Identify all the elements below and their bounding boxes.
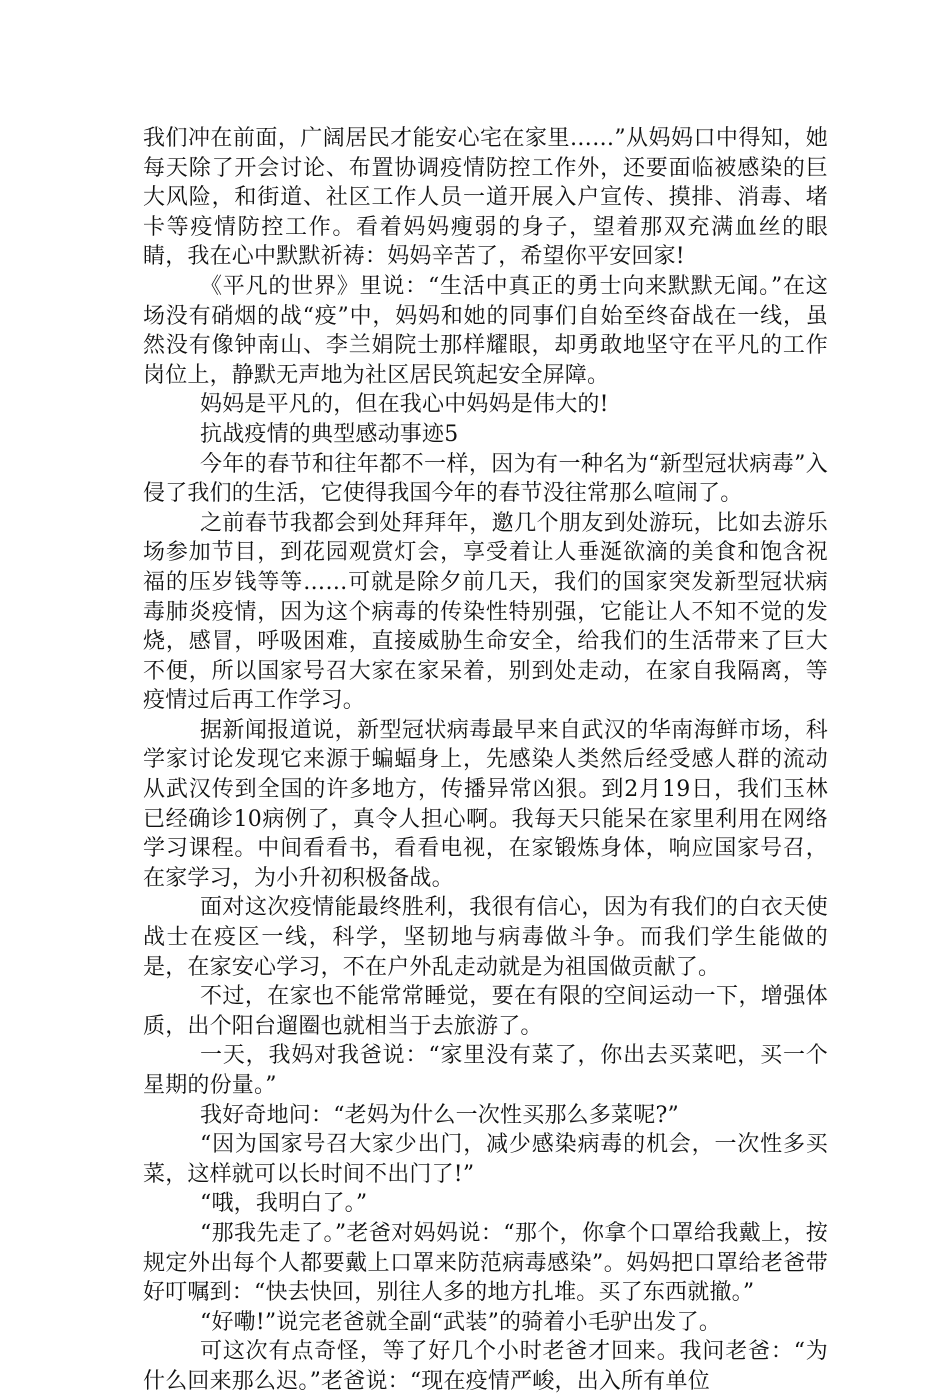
paragraph-1: 我们冲在前面，广阔居民才能安心宅在家里……”从妈妈口中得知，她每天除了开会讨论、布置协调疫情防控工作外，还要面临被感染的巨大风险，和街道、社区工作人员一道开展入户宣传、摸排、消毒、堵卡等疫情防控工作。看着妈妈瘦弱的身子，望着那双充满血丝的眼睛，我在心中默默祈祷：妈妈辛苦了，希望你平安回家! xyxy=(143,126,828,270)
document-body xyxy=(143,124,828,1397)
paragraph-3: 妈妈是平凡的，但在我心中妈妈是伟大的! xyxy=(200,392,609,418)
paragraph-15: “好嘞!”说完老爸就全副“武装”的骑着小毛驴出发了。 xyxy=(200,1309,722,1335)
section-heading: 抗战疫情的典型感动事迹5 xyxy=(200,421,459,447)
paragraph-16: 可这次有点奇怪，等了好几个小时老爸才回来。我问老爸：“为什么回来那么迟。”老爸说：“现在疫情严峻，出入所有单位 xyxy=(143,1339,828,1394)
paragraph-12: “因为国家号召大家少出门，减少感染病毒的机会，一次性多买菜，这样就可以长时间不出门了!” xyxy=(143,1132,828,1187)
paragraph-13: “哦，我明白了。” xyxy=(200,1191,368,1217)
paragraph-7: 据新闻报道说，新型冠状病毒最早来自武汉的华南海鲜市场，科学家讨论发现它来源于蝙蝠身上，先感染人类然后经受感人群的流动从武汉传到全国的许多地方，传播异常凶狠。到2月19日，我们玉林已经确诊10病例了，真令人担心啊。我每天只能呆在家里利用在网络学习课程。中间看看书，看看电视，在家锻炼身体，响应国家号召，在家学习，为小升初积极备战。 xyxy=(143,717,828,891)
paragraph-10: 一天，我妈对我爸说：“家里没有菜了，你出去买菜吧，买一个星期的份量。” xyxy=(143,1043,828,1098)
paragraph-5: 今年的春节和往年都不一样，因为有一种名为“新型冠状病毒”入侵了我们的生活，它使得我国今年的春节没往常那么喧闹了。 xyxy=(143,451,828,507)
paragraph-6: 之前春节我都会到处拜拜年，邀几个朋友到处游玩，比如去游乐场参加节目，到花园观赏灯会，享受着让人垂涎欲滴的美食和饱含祝福的压岁钱等等……可就是除夕前几天，我们的国家突发新型冠状病毒肺炎疫情，因为这个病毒的传染性特别强，它能让人不知不觉的发烧，感冒，呼吸困难，直接威胁生命安全，给我们的生活带来了巨大不便，所以国家号召大家在家呆着，别到处走动，在家自我隔离，等疫情过后再工作学习。 xyxy=(143,510,828,714)
paragraph-11: 我好奇地问：“老妈为什么一次性买那么多菜呢?” xyxy=(200,1102,679,1128)
paragraph-9: 不过，在家也不能常常睡觉，要在有限的空间运动一下，增强体质，出个阳台遛圈也就相当于去旅游了。 xyxy=(143,984,828,1039)
paragraph-2: 《平凡的世界》里说：“生活中真正的勇士向来默默无闻。”在这场没有硝烟的战“疫”中，妈妈和她的同事们自始至终奋战在一线，虽然没有像钟南山、李兰娟院士那样耀眼，却勇敢地坚守在平凡的工作岗位上，静默无声地为社区居民筑起安全屏障。 xyxy=(143,273,828,388)
paragraph-8: 面对这次疫情能最终胜利，我很有信心，因为有我们的白衣天使战士在疫区一线，科学，坚韧地与病毒做斗争。而我们学生能做的是，在家安心学习，不在户外乱走动就是为祖国做贡献了。 xyxy=(143,895,828,980)
paragraph-14: “那我先走了。”老爸对妈妈说：“那个，你拿个口罩给我戴上，按规定外出每个人都要戴上口罩来防范病毒感染”。妈妈把口罩给老爸带好叮嘱到：“快去快回，别往人多的地方扎堆。买了东西就撤。” xyxy=(143,1220,828,1306)
